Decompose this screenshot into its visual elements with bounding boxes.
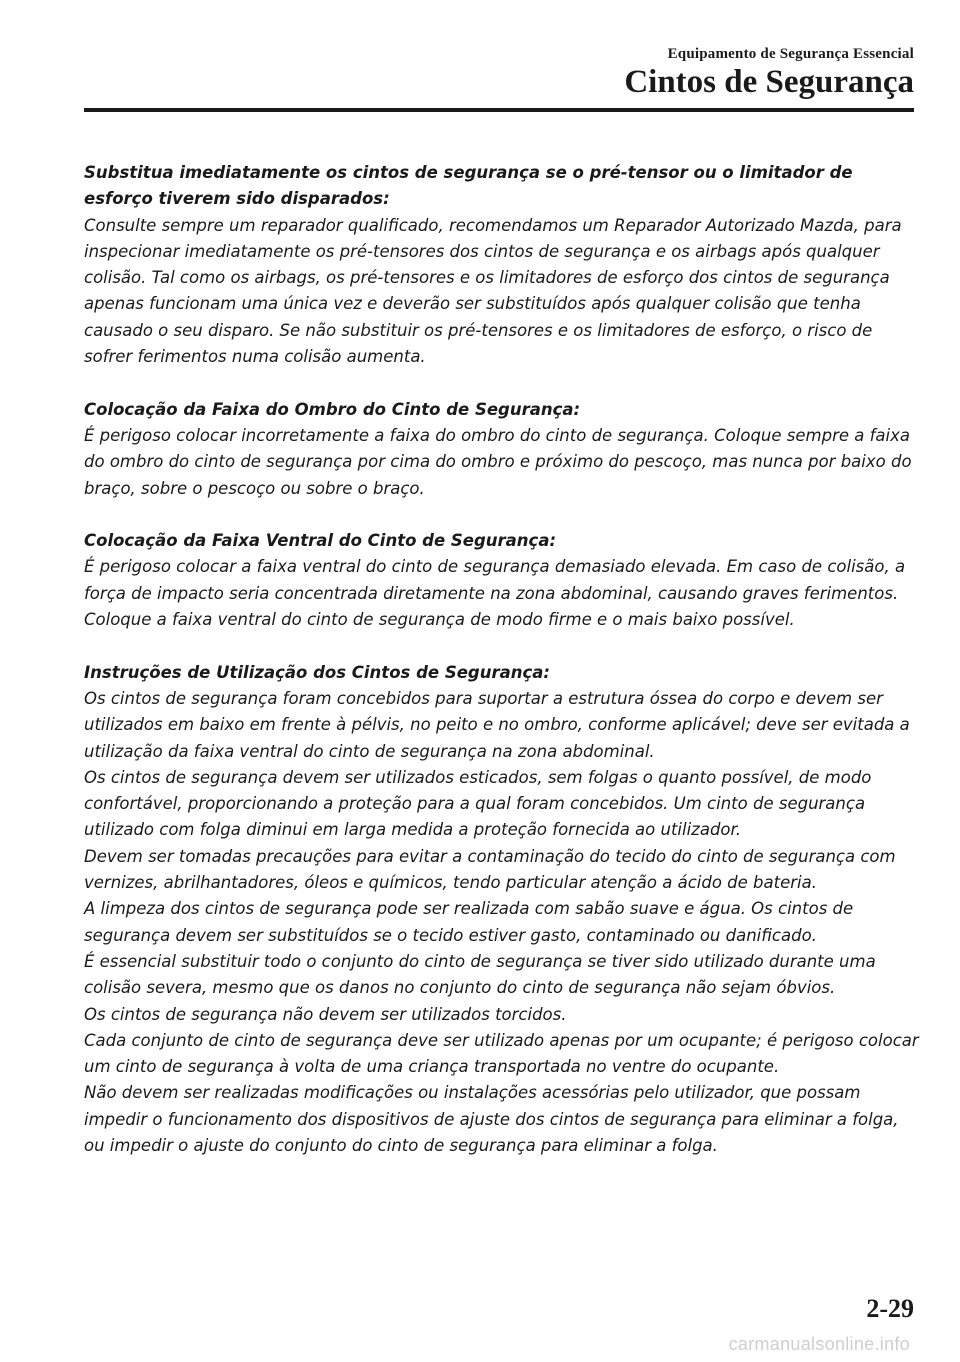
paragraph: Os cintos de segurança foram concebidos para suportar a estrutura óssea do corpo e devem ser utilizados em baixo em frente à pélvis, no peito e no ombro, conforme aplicável; deve ser evitada a utilização da faixa ventral do cinto de segurança na zona abdominal. <box>84 688 910 761</box>
section-usage-instructions <box>84 660 920 1160</box>
section-heading: Instruções de Utilização dos Cintos de Segurança: <box>84 662 551 682</box>
chapter-subtitle: Equipamento de Segurança Essencial <box>667 46 914 62</box>
watermark-text: carmanualsonline.info <box>728 1334 910 1354</box>
paragraph: É perigoso colocar a faixa ventral do cinto de segurança demasiado elevada. Em caso de colisão, a força de impacto seria concentrada diretamente na zona abdominal, causando graves ferimentos. Coloque a faixa ventral do cinto de segurança de modo firme e o mais baixo possível. <box>84 557 906 630</box>
paragraph: Não devem ser realizadas modificações ou instalações acessórias pelo utilizador, que possam impedir o funcionamento dos dispositivos de ajuste dos cintos de segurança para eliminar a folga, ou impedir o ajuste do conjunto do cinto de segurança para eliminar a folga. <box>84 1083 899 1155</box>
section-lap-belt <box>84 528 920 633</box>
paragraph: Cada conjunto de cinto de segurança deve ser utilizado apenas por um ocupante; é perigoso colocar um cinto de segurança à volta de uma criança transportada no ventre do ocupante. <box>84 1030 919 1077</box>
section-shoulder-belt <box>84 397 920 502</box>
paragraph: A limpeza dos cintos de segurança pode ser realizada com sabão suave e água. Os cintos de segurança devem ser substituídos se o tecido estiver gasto, contaminado ou danificado. <box>84 899 854 945</box>
page-title: Cintos de Segurança <box>624 64 914 100</box>
paragraph: Devem ser tomadas precauções para evitar a contaminação do tecido do cinto de segurança com vernizes, abrilhantadores, óleos e químicos, tendo particular atenção a ácido de bateria. <box>84 846 896 893</box>
section-heading: Substitua imediatamente os cintos de segurança se o pré-tensor ou o limitador de esforço tiverem sido disparados: <box>84 163 853 209</box>
page-number: 2-29 <box>866 1294 914 1323</box>
paragraph: É essencial substituir todo o conjunto do cinto de segurança se tiver sido utilizado durante uma colisão severa, mesmo que os danos no conjunto do cinto de segurança não sejam óbvios. <box>84 951 876 998</box>
paragraph: É perigoso colocar incorretamente a faixa do ombro do cinto de segurança. Coloque sempre a faixa do ombro do cinto de segurança por cima do ombro e próximo do pescoço, mas nunca por baixo do braço, sobre o pescoço ou sobre o braço. <box>84 425 912 498</box>
section-heading: Colocação da Faixa Ventral do Cinto de Segurança: <box>84 531 557 551</box>
section-heading: Colocação da Faixa do Ombro do Cinto de Segurança: <box>84 399 581 419</box>
warning-content <box>84 160 920 1159</box>
paragraph: Os cintos de segurança devem ser utilizados esticados, sem folgas o quanto possível, de modo confortável, proporcionando a proteção para a qual foram concebidos. Um cinto de segurança utilizado com folga diminui em larga medida a proteção fornecida ao utilizador. <box>84 767 872 840</box>
paragraph: Consulte sempre um reparador qualificado, recomendamos um Reparador Autorizado Mazda, para inspecionar imediatamente os pré-tensores dos cintos de segurança e os airbags após qualquer colisão. Tal como os airbags, os pré-tensores e os limitadores de esforço dos cintos de segurança apenas funcionam uma única vez e deverão ser substituídos após qualquer colisão que tenha causado o seu disparo. Se não substituir os pré-tensores e os limitadores de esforço, o risco de sofrer ferimentos numa colisão aumenta. <box>84 215 902 367</box>
header-divider <box>84 108 914 112</box>
section-replace-belts <box>84 160 920 370</box>
paragraph: Os cintos de segurança não devem ser utilizados torcidos. <box>84 1004 567 1024</box>
